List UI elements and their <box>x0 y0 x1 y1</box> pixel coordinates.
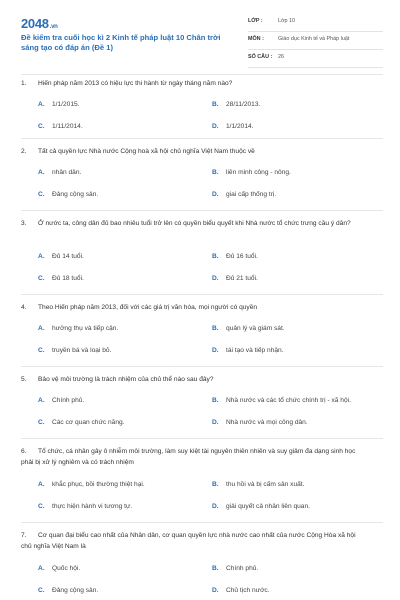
question-divider <box>21 522 383 523</box>
option-letter: B. <box>212 565 219 572</box>
answer-option[interactable] <box>38 397 84 404</box>
meta-value: Lớp 10 <box>278 18 296 24</box>
option-text: Các cơ quan chức năng. <box>52 419 125 426</box>
option-letter: D. <box>212 191 219 198</box>
answer-option[interactable] <box>212 481 304 488</box>
answer-option[interactable] <box>212 325 285 332</box>
answer-option[interactable] <box>38 503 132 510</box>
question-text <box>21 446 366 468</box>
answer-option[interactable] <box>212 419 308 426</box>
option-letter: A. <box>38 565 45 572</box>
option-letter: D. <box>212 275 219 282</box>
option-letter: D. <box>212 419 219 426</box>
option-text: khắc phục, bồi thường thiệt hại. <box>52 481 145 488</box>
option-letter: C. <box>38 275 45 282</box>
option-text: Đủ 18 tuổi. <box>52 275 84 282</box>
option-text: thu hồi và bị cấm sản xuất. <box>226 481 305 488</box>
question-number: 5. <box>21 376 27 383</box>
answer-option[interactable] <box>38 191 98 198</box>
option-letter: C. <box>38 419 45 426</box>
answer-option[interactable] <box>212 587 270 594</box>
meta-key: SỐ CÂU : <box>248 54 273 60</box>
answer-option[interactable] <box>38 169 81 176</box>
option-letter: C. <box>38 191 45 198</box>
option-letter: D. <box>212 347 219 354</box>
meta-key: MÔN : <box>248 36 264 42</box>
option-letter: A. <box>38 397 45 404</box>
answer-option[interactable] <box>212 347 284 354</box>
answer-option[interactable] <box>212 397 351 404</box>
question-divider <box>21 138 383 139</box>
question-divider <box>21 438 383 439</box>
option-text: Đảng cộng sản. <box>52 191 99 198</box>
question-text <box>21 146 366 157</box>
option-text: tái tạo và tiếp nhận. <box>226 347 284 354</box>
option-letter: C. <box>38 347 45 354</box>
option-letter: A. <box>38 253 45 260</box>
option-text: giải quyết cả nhân liên quan. <box>226 503 310 510</box>
answer-option[interactable] <box>38 275 84 282</box>
option-text: 1/1/2015. <box>52 101 80 108</box>
option-text: hưởng thụ và tiếp cận. <box>52 325 119 332</box>
meta-row <box>248 50 383 68</box>
site-logo[interactable] <box>21 16 58 31</box>
option-text: 1/11/2014. <box>52 123 83 130</box>
option-letter: C. <box>38 503 45 510</box>
answer-option[interactable] <box>212 191 276 198</box>
answer-option[interactable] <box>38 123 83 130</box>
question-number: 3. <box>21 220 27 227</box>
option-letter: B. <box>212 169 219 176</box>
option-letter: A. <box>38 325 45 332</box>
answer-option[interactable] <box>212 169 291 176</box>
logo-suffix: .vn <box>49 24 58 30</box>
answer-option[interactable] <box>212 101 260 108</box>
meta-value: 26 <box>278 54 284 60</box>
option-letter: A. <box>38 169 45 176</box>
option-letter: B. <box>212 253 219 260</box>
meta-value: Giáo dục Kinh tế và Pháp luật <box>278 36 350 42</box>
question-text <box>21 530 366 552</box>
answer-option[interactable] <box>38 253 84 260</box>
option-text: liên minh công - nông. <box>226 169 291 176</box>
option-text: Quốc hội. <box>52 565 81 572</box>
question-text <box>21 78 366 89</box>
option-letter: D. <box>212 503 219 510</box>
answer-option[interactable] <box>38 347 111 354</box>
answer-option[interactable] <box>212 275 258 282</box>
question-divider <box>21 294 383 295</box>
answer-option[interactable] <box>38 481 145 488</box>
meta-key: LỚP : <box>248 18 263 24</box>
option-letter: B. <box>212 325 219 332</box>
option-text: Đủ 16 tuổi. <box>226 253 258 260</box>
logo-text: 2048 <box>21 16 49 31</box>
question-stem: Tất cả quyền lực Nhà nước Cộng hoà xã hội chủ nghĩa Việt Nam thuộc về <box>38 148 255 155</box>
option-text: truyền bá và loại bỏ. <box>52 347 112 354</box>
option-letter: B. <box>212 397 219 404</box>
option-text: giai cấp thống trị. <box>226 191 277 198</box>
question-stem: Tổ chức, cá nhân gây ô nhiễm môi trường, làm suy kiệt tài nguyên thiên nhiên và suy giảm đa dạng sinh học phải bị xử lý nghiêm và có trách nhiệm <box>21 448 356 466</box>
option-letter: C. <box>38 123 45 130</box>
answer-option[interactable] <box>38 565 80 572</box>
question-text <box>21 374 366 385</box>
option-letter: C. <box>38 587 45 594</box>
question-stem: Hiến pháp năm 2013 có hiệu lực thi hành từ ngày tháng năm nào? <box>38 80 233 87</box>
answer-option[interactable] <box>212 503 310 510</box>
meta-row <box>248 14 383 32</box>
exam-header <box>21 14 383 68</box>
option-text: thực hiện hành vi tương tự. <box>52 503 133 510</box>
answer-option[interactable] <box>38 325 118 332</box>
option-letter: B. <box>212 101 219 108</box>
answer-option[interactable] <box>212 123 254 130</box>
answer-option[interactable] <box>212 253 258 260</box>
exam-meta-table <box>248 14 383 68</box>
question-divider <box>21 366 383 367</box>
meta-row <box>248 32 383 50</box>
question-divider <box>21 210 383 211</box>
option-letter: A. <box>38 481 45 488</box>
question-number: 6. <box>21 448 27 455</box>
option-text: nhân dân. <box>52 169 82 176</box>
question-number: 4. <box>21 304 27 311</box>
option-text: Chính phủ. <box>52 397 85 404</box>
option-letter: A. <box>38 101 45 108</box>
question-number: 7. <box>21 532 27 539</box>
option-text: Đủ 21 tuổi. <box>226 275 258 282</box>
question-number: 1. <box>21 80 27 87</box>
answer-option[interactable] <box>38 101 80 108</box>
option-text: Chủ tịch nước. <box>226 587 270 594</box>
option-text: Nhà nước và mọi công dân. <box>226 419 308 426</box>
question-stem: Bảo vệ môi trường là trách nhiệm của chủ thể nào sau đây? <box>38 376 214 383</box>
question-stem: Ở nước ta, công dân đủ bao nhiêu tuổi trở lên có quyền biểu quyết khi Nhà nước tổ chức trưng cầu ý dân? <box>38 220 351 227</box>
question-text <box>21 218 366 229</box>
question-text <box>21 302 366 313</box>
answer-option[interactable] <box>212 565 258 572</box>
option-text: Nhà nước và các tổ chức chính trị - xã hội. <box>226 397 351 404</box>
option-text: Chính phủ. <box>226 565 259 572</box>
answer-option[interactable] <box>38 587 98 594</box>
option-text: 1/1/2014. <box>226 123 254 130</box>
question-stem: Theo Hiến pháp năm 2013, đối với các giá trị văn hóa, mọi người có quyền <box>38 304 258 311</box>
question-stem: Cơ quan đại biểu cao nhất của Nhân dân, cơ quan quyền lực nhà nước cao nhất của nước Cộng Hòa xã hội chủ nghĩa Việt Nam là <box>21 532 356 550</box>
exam-title: Đề kiểm tra cuối học kì 2 Kinh tế pháp luật 10 Chân trời sáng tạo có đáp án (Đề 1) <box>21 33 221 52</box>
option-text: quản lý và giám sát. <box>226 325 285 332</box>
header-divider <box>21 74 383 75</box>
option-text: Đảng cộng sản. <box>52 587 99 594</box>
option-text: Đủ 14 tuổi. <box>52 253 84 260</box>
option-letter: D. <box>212 587 219 594</box>
option-text: 28/11/2013. <box>226 101 261 108</box>
question-number: 2. <box>21 148 27 155</box>
option-letter: D. <box>212 123 219 130</box>
answer-option[interactable] <box>38 419 125 426</box>
option-letter: B. <box>212 481 219 488</box>
